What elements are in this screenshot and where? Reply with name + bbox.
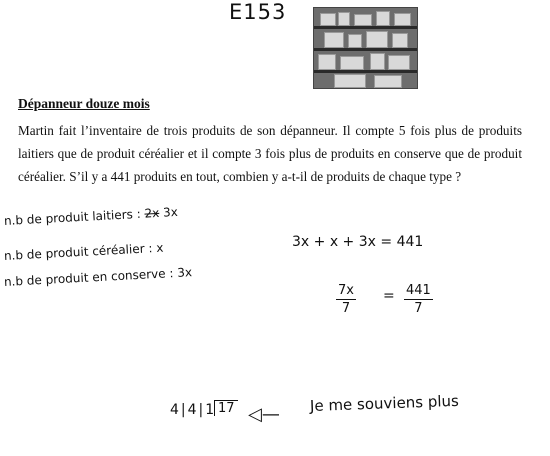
division-divisor: 17 [214, 400, 238, 416]
note-cereal-label: n.b de produit céréalier : [3, 241, 153, 263]
fraction-left-denominator: 7 [341, 301, 351, 316]
problem-heading: Dépanneur douze mois [18, 96, 150, 111]
fraction-left-numerator: 7x [338, 283, 354, 298]
arrow-icon: ◁— [248, 404, 280, 425]
fraction-right-numerator: 441 [406, 283, 431, 298]
note-dairy-label: n.b de produit laitiers : [3, 206, 142, 228]
fraction-right [404, 283, 433, 316]
note-cereal-value: x [155, 240, 164, 256]
equals-sign: = [383, 288, 395, 304]
fraction-right-denominator: 7 [414, 301, 423, 316]
note-canned [4, 265, 193, 289]
equation: 3x + x + 3x = 441 [292, 234, 424, 250]
note-canned-label: n.b de produit en conserve : [3, 266, 174, 289]
note-dairy [4, 205, 179, 228]
fraction-left [336, 283, 356, 316]
note-dairy-value: 3x [162, 204, 179, 220]
problem-statement: Martin fait l’inventaire de trois produits de son dépanneur. Il compte 5 fois plus de produits laitiers que de produit céréalier et il compte 3 fois plus de produits en conserve que de produit céréalier. S’il y a 441 produits en tout, combien y a-t-il de produits de chaque type ? [18, 123, 522, 185]
store-shelf-photo [313, 7, 418, 89]
student-remark: Je me souviens plus [309, 391, 460, 415]
problem-code: E153 [229, 0, 287, 24]
note-dairy-struck: 2x [144, 205, 160, 221]
note-cereal [4, 241, 164, 263]
note-canned-value: 3x [176, 265, 193, 280]
division-dividend: 4|4|1 [170, 402, 217, 418]
